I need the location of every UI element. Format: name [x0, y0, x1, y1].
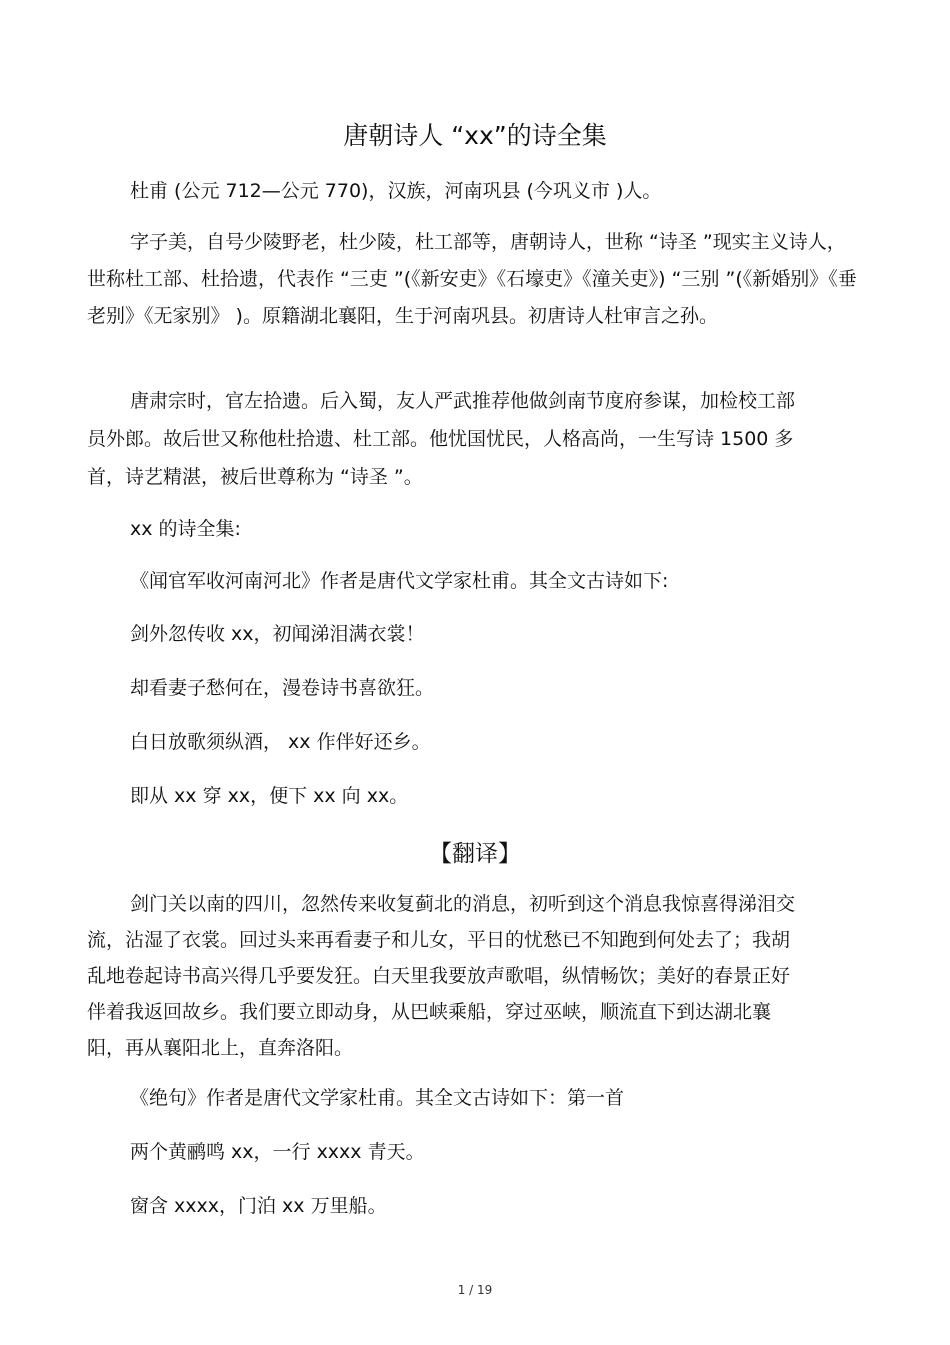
poem2-intro: 《绝句》作者是唐代文学家杜甫。其全文古诗如下：第一首 — [130, 1087, 625, 1109]
poem1-line: 即从 xx 穿 xx，便下 xx 向 xx。 — [130, 785, 409, 807]
poem1-line: 剑外忽传收 xx，初闻涕泪满衣裳！ — [130, 623, 425, 645]
collection-label: xx 的诗全集: — [130, 518, 241, 540]
intro-paragraph: 杜甫 (公元 712—公元 770)，汉族，河南巩县 (今巩义市 )人。 — [130, 180, 662, 202]
document-title: 唐朝诗人 “xx”的诗全集 — [343, 121, 607, 150]
poem1-line: 白日放歌须纵酒， xx 作伴好还乡。 — [130, 731, 431, 753]
poem2-line: 窗含 xxxx，门泊 xx 万里船。 — [130, 1195, 387, 1217]
career-paragraph: 唐肃宗时，官左拾遗。后入蜀，友人严武推荐他做剑南节度府参谋，加检校工部员外郎。故后世又称他杜拾遗、杜工部。他忧国忧民，人格高尚，一生写诗 1500 多首，诗艺精湛，被后世尊称为 “诗圣 ”。 — [87, 390, 796, 488]
biography-paragraph: 字子美，自号少陵野老，杜少陵，杜工部等，唐朝诗人，世称 “诗圣 ”现实主义诗人，世称杜工部、杜拾遗，代表作 “三吏 ”(《新安吏》《石壕吏》《潼关吏》) “三别 ”(《新婚别》《垂老别》《无家别》 )。原籍湖北襄阳，生于河南巩县。初唐诗人杜审言之孙。 — [87, 231, 857, 327]
translation-heading: 【翻译】 — [429, 841, 521, 867]
page-number: 1 / 19 — [457, 1283, 493, 1297]
poem2-line: 两个黄鹂鸣 xx，一行 xxxx 青天。 — [130, 1141, 425, 1163]
translation-paragraph: 剑门关以南的四川，忽然传来收复蓟北的消息，初听到这个消息我惊喜得涕泪交流，沾湿了衣裳。回过头来再看妻子和儿女，平日的忧愁已不知跑到何处去了；我胡乱地卷起诗书高兴得几乎要发狂。白天里我要放声歌唱，纵情畅饮；美好的春景正好伴着我返回故乡。我们要立即动身，从巴峡乘船，穿过巫峡，顺流直下到达湖北襄阳，再从襄阳北上，直奔洛阳。 — [87, 893, 796, 1059]
poem1-intro: 《闻官军收河南河北》作者是唐代文学家杜甫。其全文古诗如下: — [130, 570, 669, 592]
poem1-line: 却看妻子愁何在，漫卷诗书喜欲狂。 — [130, 677, 435, 699]
